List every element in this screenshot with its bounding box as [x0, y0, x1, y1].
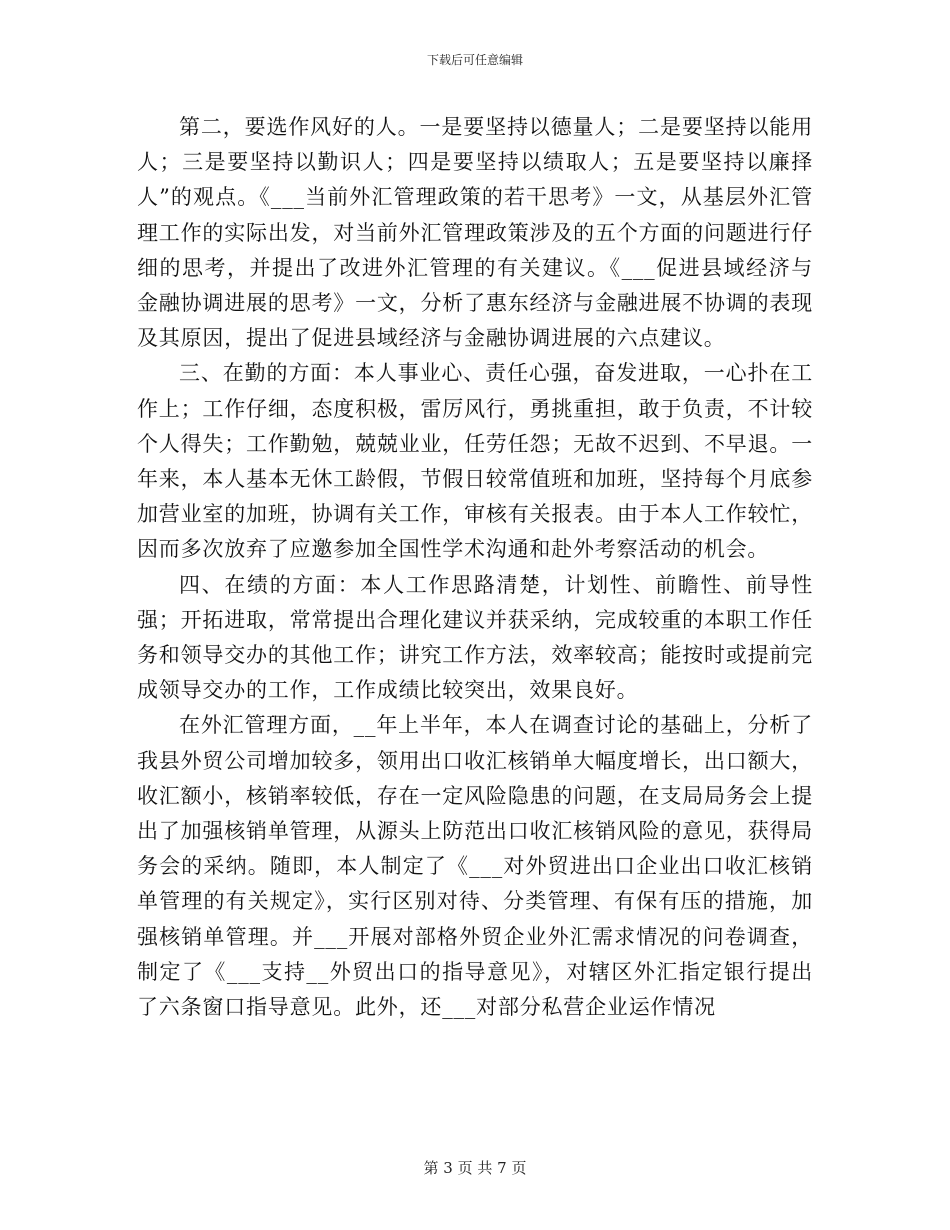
paragraph-1: 第二，要选作风好的人。一是要坚持以德量人；二是要坚持以能用人；三是要坚持以勤识人；四是要坚持以绩取人；五是要坚持以廉择人”的观点。《___当前外汇管理政策的若干思考》一文，从基层外汇管理工作的实际出发，对当前外汇管理政策涉及的五个方面的问题进行仔细的思考，并提出了改进外汇管理的有关建议。《___促进县域经济与金融协调进展的思考》一文，分析了惠东经济与金融进展不协调的表现及其原因，提出了促进县域经济与金融协调进展的六点建议。: [137, 115, 813, 351]
paragraph-3: 四、在绩的方面：本人工作思路清楚，计划性、前瞻性、前导性强；开拓进取，常常提出合理化建议并获采纳，完成较重的本职工作任务和领导交办的其他工作；讲究工作方法，效率较高；能按时或提前完成领导交办的工作，工作成绩比较突出，效果良好。: [137, 572, 813, 703]
paragraph-4: 在外汇管理方面，__年上半年，本人在调查讨论的基础上，分析了我县外贸公司增加较多，领用出口收汇核销单大幅度增长，出口额大，收汇额小，核销率较低，存在一定风险隐患的问题，在支局局务会上提出了加强核销单管理，从源头上防范出口收汇核销风险的意见，获得局务会的采纳。随即，本人制定了《___对外贸进出口企业出口收汇核销单管理的有关规定》，实行区别对待、分类管理、有保有压的措施，加强核销单管理。并___开展对部格外贸企业外汇需求情况的问卷调查，制定了《___支持__外贸出口的指导意见》，对辖区外汇指定银行提出了六条窗口指导意见。此外，还___对部分私营企业运作情况: [137, 713, 813, 1020]
paragraph-2: 三、在勤的方面：本人事业心、责任心强，奋发进取，一心扑在工作上；工作仔细，态度积极，雷厉风行，勇挑重担，敢于负责，不计较个人得失；工作勤勉，兢兢业业，任劳任怨；无故不迟到、不早退。一年来，本人基本无休工龄假，节假日较常值班和加班，坚持每个月底参加营业室的加班，协调有关工作，审核有关报表。由于本人工作较忙，因而多次放弃了应邀参加全国性学术沟通和赴外考察活动的机会。: [137, 361, 813, 562]
page-header: 下载后可任意编辑: [426, 53, 523, 67]
document-body: [137, 110, 813, 1025]
page-footer: 第 3 页 共 7 页: [423, 1159, 527, 1177]
